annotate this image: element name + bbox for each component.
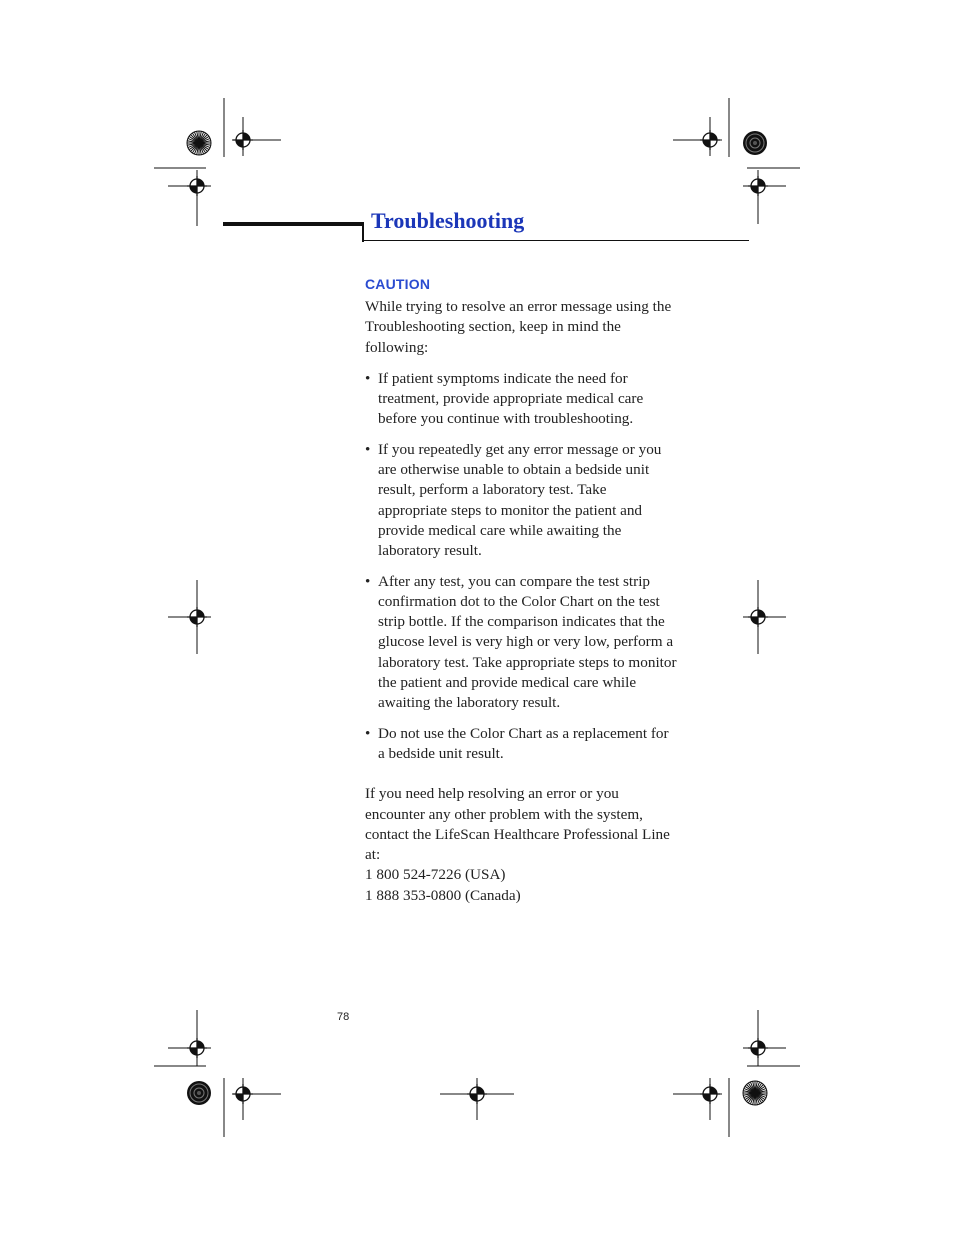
list-item	[365, 572, 677, 714]
header-rule-thin	[362, 240, 749, 241]
page-number: 78	[337, 1011, 350, 1023]
bullet-icon: •	[365, 724, 371, 742]
list-item	[365, 369, 677, 430]
contact-text: If you need help resolving an error or you encounter any other problem with the system, contact the LifeScan Healthcare Professional Line at:	[365, 785, 670, 864]
caution-heading: CAUTION	[365, 276, 431, 292]
body-text	[365, 297, 677, 906]
bullet-icon: •	[365, 440, 371, 458]
bullet-icon: •	[365, 572, 371, 590]
header-rule-thick	[223, 222, 364, 226]
caution-intro: While trying to resolve an error message using the Troubleshooting section, keep in mind the following:	[365, 298, 672, 356]
list-item-text: If you repeatedly get any error message or you are otherwise unable to obtain a bedside unit result, perform a laboratory test. Take appropriate steps to monitor the patient and provide medical care while awaiting the laboratory result.	[378, 440, 662, 560]
phone-canada: 1 888 353-0800 (Canada)	[365, 886, 521, 904]
list-item-text: Do not use the Color Chart as a replacement for a bedside unit result.	[378, 724, 669, 762]
phone-usa: 1 800 524-7226 (USA)	[365, 866, 506, 884]
list-item	[365, 724, 677, 765]
list-item	[365, 440, 677, 562]
list-item-text: After any test, you can compare the test strip confirmation dot to the Color Chart on the test strip bottle. If the comparison indicates that the glucose level is very high or very low, perform a laboratory test. Take appropriate steps to monitor the patient and provide medical care while awaiting the laboratory result.	[378, 572, 677, 712]
page-title: Troubleshooting	[371, 208, 525, 233]
header-rule-hook	[362, 222, 364, 242]
bullet-icon: •	[365, 369, 371, 387]
list-item-text: If patient symptoms indicate the need for treatment, provide appropriate medical care before you continue with troubleshooting.	[378, 369, 644, 428]
caution-list	[365, 369, 677, 764]
